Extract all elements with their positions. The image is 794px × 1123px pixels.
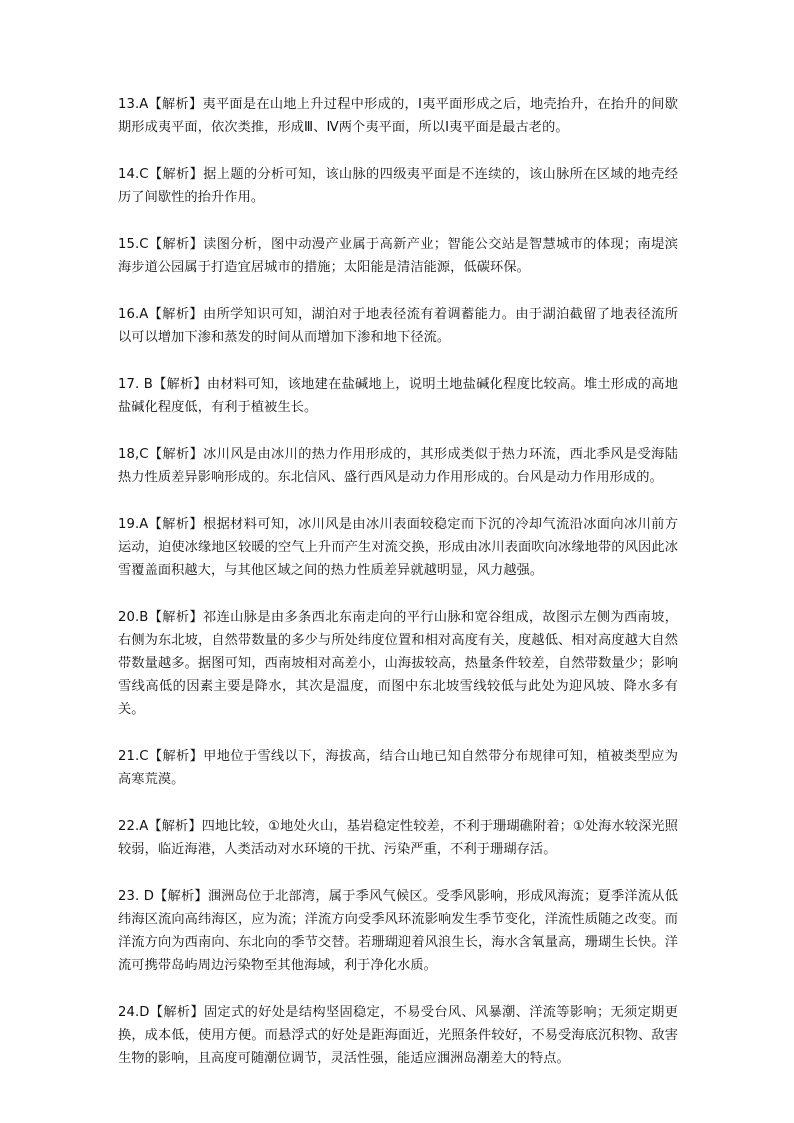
- answer-text: 22.A【解析】四地比较，①地处火山，基岩稳定性较差，不利于珊瑚礁附着；①处海水较深光照较弱，临近海港，人类活动对水环境的干扰、污染严重，不利于珊瑚存活。: [118, 819, 678, 857]
- answer-text: 16.A【解析】由所学知识可知，湖泊对于地表径流有着调蓄能力。由于湖泊截留了地表径流所以可以增加下渗和蒸发的时间从而增加下渗和地下径流。: [118, 307, 678, 345]
- answer-item-17: [118, 373, 678, 419]
- answer-item-23: [118, 885, 678, 977]
- answer-text: 17. B【解析】由材料可知，该地建在盐碱地上，说明土地盐碱化程度比较高。堆土形成的高地盐碱化程度低，有利于植被生长。: [118, 377, 678, 415]
- answer-text: 21.C【解析】甲地位于雪线以下，海拔高，结合山地已知自然带分布规律可知，植被类型应为高寒荒漠。: [118, 749, 678, 787]
- answer-text: 15.C【解析】读图分析，图中动漫产业属于高新产业；智能公交站是智慧城市的体现；南堤滨海步道公园属于打造宜居城市的措施；太阳能是清洁能源，低碳环保。: [118, 237, 678, 275]
- answer-text: 23. D【解析】涠洲岛位于北部湾，属于季风气候区。受季风影响，形成风海流；夏季洋流从低纬海区流向高纬海区，应为流；洋流方向受季风环流影响发生季节变化，洋流性质随之改变。而洋流方向为西南向、东北向的季节交替。若珊瑚迎着风浪生长，海水含氧量高，珊瑚生长快。洋流可携带岛屿周边污染物至其他海域，利于净化水质。: [118, 889, 678, 973]
- answer-item-13: [118, 93, 678, 139]
- answer-text: 18,C【解析】冰川风是由冰川的热力作用形成的，其形成类似于热力环流，西北季风是受海陆热力性质差异影响形成的。东北信风、盛行西风是动力作用形成的。台风是动力作用形成的。: [118, 447, 678, 485]
- answer-text: 13.A【解析】夷平面是在山地上升过程中形成的，Ⅰ夷平面形成之后，地壳抬升，在抬升的间歇期形成夷平面，依次类推，形成Ⅲ、Ⅳ两个夷平面，所以Ⅰ夷平面是最古老的。: [118, 97, 678, 135]
- answer-item-18: [118, 443, 678, 489]
- answer-text: 14.C【解析】据上题的分析可知，该山脉的四级夷平面是不连续的，该山脉所在区域的地壳经历了间歇性的抬升作用。: [118, 167, 678, 205]
- answer-item-19: [118, 513, 678, 582]
- answer-text: 24.D【解析】固定式的好处是结构坚固稳定，不易受台风、风暴潮、洋流等影响；无须定期更换，成本低，使用方便。而悬浮式的好处是距海面近，光照条件较好，不易受海底沉积物、敌害生物的影响，且高度可随潮位调节，灵活性强，能适应涠洲岛潮差大的特点。: [118, 1005, 678, 1066]
- answer-text: 20.B【解析】祁连山脉是由多条西北东南走向的平行山脉和宽谷组成，故图示左侧为西南坡，右侧为东北坡，自然带数量的多少与所处纬度位置和相对高度有关，度越低、相对高度越大自然带数量越多。据图可知，西南坡相对高差小，山海拔较高，热量条件较差，自然带数量少；影响雪线高低的因素主要是降水，其次是温度，而图中东北坡雪线较低与此处为迎风坡、降水多有关。: [118, 610, 678, 717]
- answer-item-16: [118, 303, 678, 349]
- answer-item-14: [118, 163, 678, 209]
- answer-analysis-page: [118, 93, 678, 1094]
- answer-item-24: [118, 1001, 678, 1070]
- answer-item-21: [118, 745, 678, 791]
- answer-item-15: [118, 233, 678, 279]
- answer-item-22: [118, 815, 678, 861]
- answer-item-20: [118, 606, 678, 721]
- answer-text: 19.A【解析】根据材料可知，冰川风是由冰川表面较稳定而下沉的冷却气流沿冰面向冰川前方运动，迫使冰缘地区较暖的空气上升而产生对流交换，形成由冰川表面吹向冰缘地带的风因此冰雪覆盖面积越大，与其他区域之间的热力性质差异就越明显，风力越强。: [118, 517, 678, 578]
